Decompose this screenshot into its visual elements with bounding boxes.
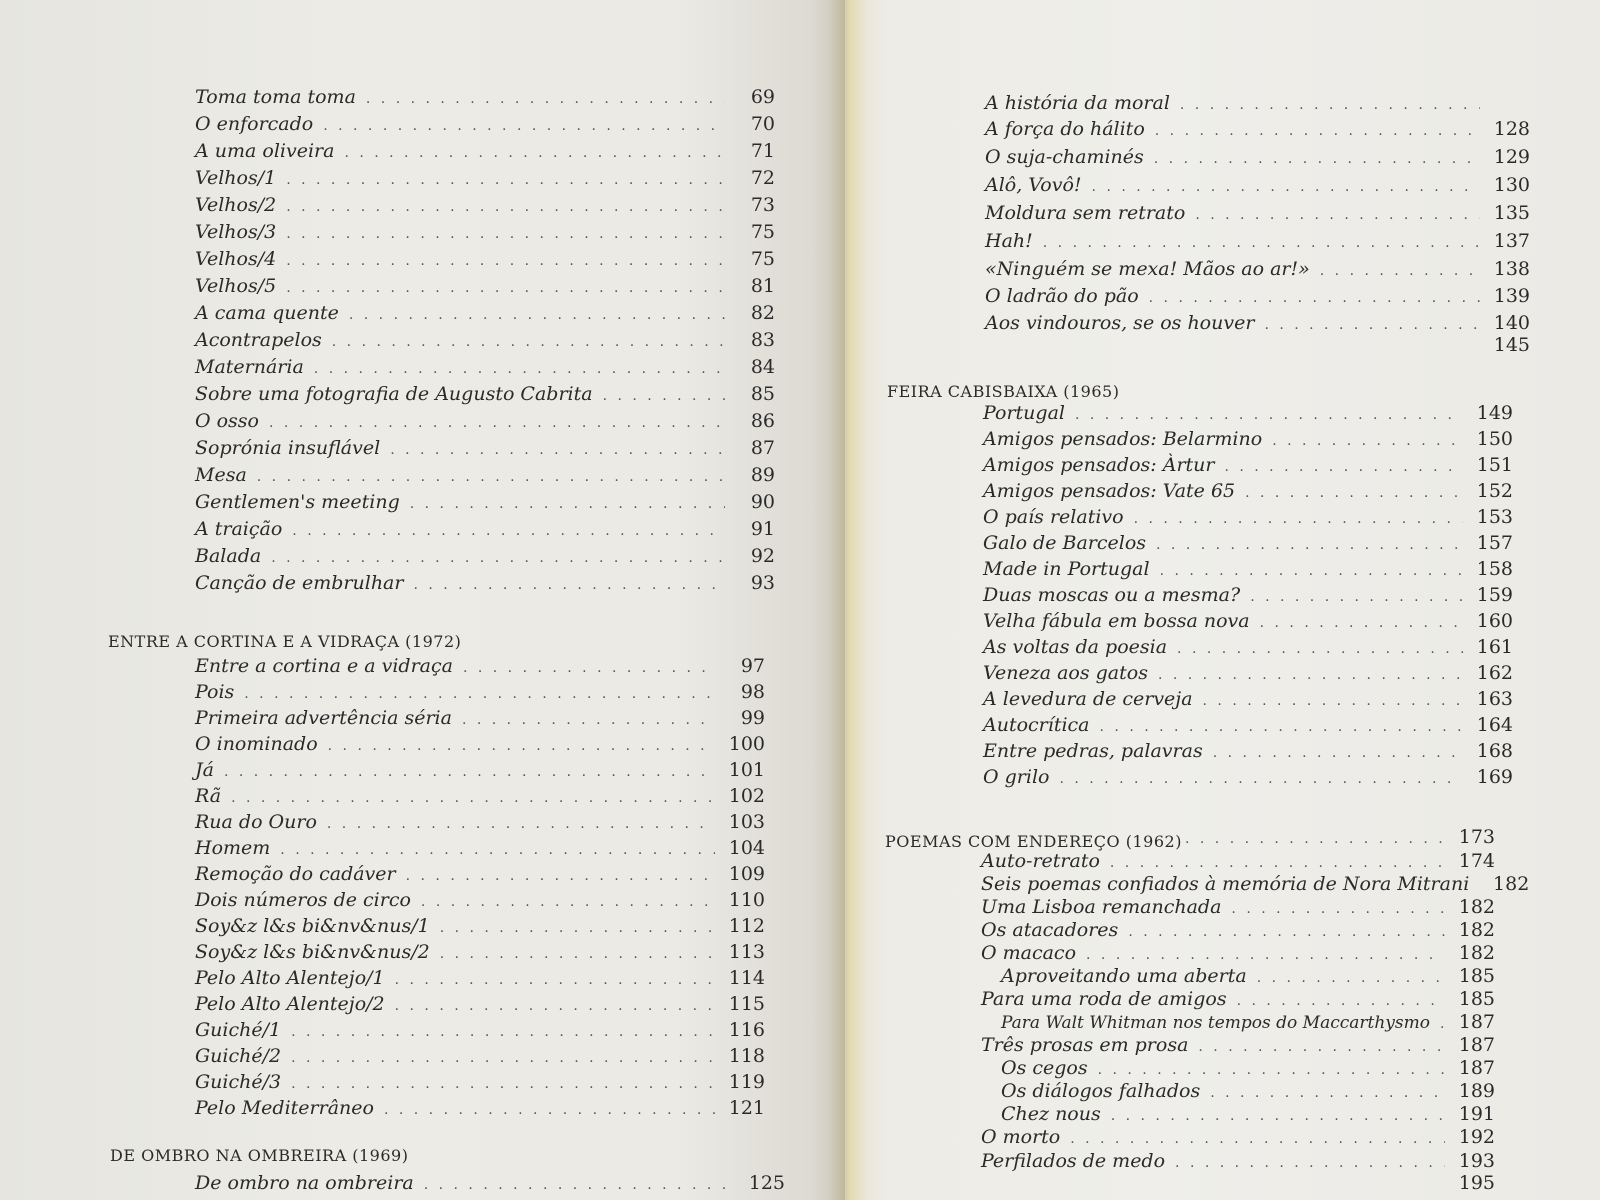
section-heading: DE OMBRO NA OMBREIRA (1969): [110, 1146, 409, 1165]
toc-entry: Autocrítica . . . 164: [983, 714, 1513, 736]
toc-entry: Dois números de circo . . . 110: [195, 889, 765, 911]
right-page: [845, 0, 1600, 1200]
section-heading: POEMAS COM ENDEREÇO (1962): [885, 832, 1182, 851]
toc-entry: Veneza aos gatos . . . 162: [983, 662, 1513, 684]
toc-entry: Guiché/3 . . . 119: [195, 1071, 765, 1093]
toc-entry: Amigos pensados: Vate 65 . . . 152: [983, 480, 1513, 502]
toc-entry: «Ninguém se mexa! Mãos ao ar!» . . . 138: [985, 258, 1530, 280]
toc-entry: Velha fábula em bossa nova . . . 160: [983, 610, 1513, 632]
toc-entry: O osso . . . 86: [195, 410, 775, 432]
toc-entry: Velhos/5 . . . 81: [195, 275, 775, 297]
toc-entry: Uma Lisboa remanchada . . . 182: [981, 896, 1495, 918]
toc-entry: O inominado . . . 100: [195, 733, 765, 755]
toc-entry: Para uma roda de amigos . . . 185: [981, 988, 1495, 1010]
toc-entry: Auto-retrato . . . 174: [981, 850, 1495, 872]
toc-entry: . . . 173: [1175, 826, 1495, 848]
toc-entry: Soy&z l&s bi&nv&nus/1 . . . 112: [195, 915, 765, 937]
toc-entry: Os cegos . . . 187: [1001, 1057, 1495, 1079]
toc-entry: De ombro na ombreira . . . 125: [195, 1172, 785, 1194]
toc-entry: Homem . . . 104: [195, 837, 765, 859]
toc-entry: Três prosas em prosa . . . 187: [981, 1034, 1495, 1056]
toc-entry: O enforcado . . . 70: [195, 113, 775, 135]
section-heading: FEIRA CABISBAIXA (1965): [887, 382, 1120, 401]
toc-entry: Velhos/2 . . . 73: [195, 194, 775, 216]
toc-entry: Gentlemen's meeting . . . 90: [195, 491, 775, 513]
toc-entry: Para Walt Whitman nos tempos do Maccarthysmo . . . 187: [1001, 1011, 1495, 1033]
section-heading: ENTRE A CORTINA E A VIDRAÇA (1972): [108, 632, 462, 651]
toc-entry: Made in Portugal . . . 158: [983, 558, 1513, 580]
toc-entry: Rua do Ouro . . . 103: [195, 811, 765, 833]
toc-entry: Amigos pensados: Belarmino . . . 150: [983, 428, 1513, 450]
toc-entry: Amigos pensados: Àrtur . . . 151: [983, 454, 1513, 476]
toc-entry: Remoção do cadáver . . . 109: [195, 863, 765, 885]
toc-entry: Velhos/1 . . . 72: [195, 167, 775, 189]
toc-entry: As voltas da poesia . . . 161: [983, 636, 1513, 658]
toc-entry: Aos vindouros, se os houver . . . 140: [985, 312, 1530, 334]
toc-entry: Galo de Barcelos . . . 157: [983, 532, 1513, 554]
toc-entry: Moldura sem retrato . . . 135: [985, 202, 1530, 224]
toc-entry: Mesa . . . 89: [195, 464, 775, 486]
toc-entry: Entre pedras, palavras . . . 168: [983, 740, 1513, 762]
toc-entry: Primeira advertência séria . . . 99: [195, 707, 765, 729]
toc-entry: 145: [1493, 334, 1530, 356]
toc-entry: Portugal . . . 149: [983, 402, 1513, 424]
toc-entry: O grilo . . . 169: [983, 766, 1513, 788]
toc-entry: A força do hálito . . . 128: [985, 118, 1530, 140]
toc-entry: Pelo Alto Alentejo/1 . . . 114: [195, 967, 765, 989]
toc-entry: Canção de embrulhar . . . 93: [195, 572, 775, 594]
toc-entry: Os atacadores . . . 182: [981, 919, 1495, 941]
toc-entry: Seis poemas confiados à memória de Nora Mitrani 182: [981, 873, 1530, 895]
toc-entry: Soy&z l&s bi&nv&nus/2 . . . 113: [195, 941, 765, 963]
toc-entry: Toma toma toma . . . 69: [195, 86, 775, 108]
toc-entry: Soprónia insuflável . . . 87: [195, 437, 775, 459]
toc-entry: Os diálogos falhados . . . 189: [1001, 1080, 1495, 1102]
toc-entry: Perfilados de medo . . . 193: [981, 1150, 1495, 1172]
toc-entry: Pelo Mediterrâneo . . . 121: [195, 1097, 765, 1119]
toc-entry: Acontrapelos . . . 83: [195, 329, 775, 351]
toc-entry: A história da moral . . .: [985, 92, 1530, 114]
toc-entry: A cama quente . . . 82: [195, 302, 775, 324]
toc-entry: Pois . . . 98: [195, 681, 765, 703]
toc-entry: Duas moscas ou a mesma? . . . 159: [983, 584, 1513, 606]
toc-entry: A uma oliveira . . . 71: [195, 140, 775, 162]
toc-entry: Maternária . . . 84: [195, 356, 775, 378]
toc-entry: Guiché/2 . . . 118: [195, 1045, 765, 1067]
toc-entry: Entre a cortina e a vidraça . . . 97: [195, 655, 765, 677]
toc-entry: Já . . . 101: [195, 759, 765, 781]
toc-entry: O país relativo . . . 153: [983, 506, 1513, 528]
toc-entry: A traição . . . 91: [195, 518, 775, 540]
toc-entry: Chez nous . . . 191: [1001, 1103, 1495, 1125]
toc-entry: Guiché/1 . . . 116: [195, 1019, 765, 1041]
toc-entry: Alô, Vovô! . . . 130: [985, 174, 1530, 196]
toc-entry: Rã . . . 102: [195, 785, 765, 807]
toc-entry: Velhos/4 . . . 75: [195, 248, 775, 270]
toc-entry: Sobre uma fotografia de Augusto Cabrita . . . 85: [195, 383, 775, 405]
toc-entry: Hah! . . . 137: [985, 230, 1530, 252]
toc-entry: O ladrão do pão . . . 139: [985, 285, 1530, 307]
toc-entry: 195: [1458, 1172, 1495, 1194]
toc-entry: Aproveitando uma aberta . . . 185: [1001, 965, 1495, 987]
toc-entry: Pelo Alto Alentejo/2 . . . 115: [195, 993, 765, 1015]
toc-entry: O macaco . . . 182: [981, 942, 1495, 964]
toc-entry: A levedura de cerveja . . . 163: [983, 688, 1513, 710]
toc-entry: O suja-chaminés . . . 129: [985, 146, 1530, 168]
right-toc: [845, 0, 1600, 1200]
toc-entry: Velhos/3 . . . 75: [195, 221, 775, 243]
toc-entry: Balada . . . 92: [195, 545, 775, 567]
toc-entry: O morto . . . 192: [981, 1126, 1495, 1148]
